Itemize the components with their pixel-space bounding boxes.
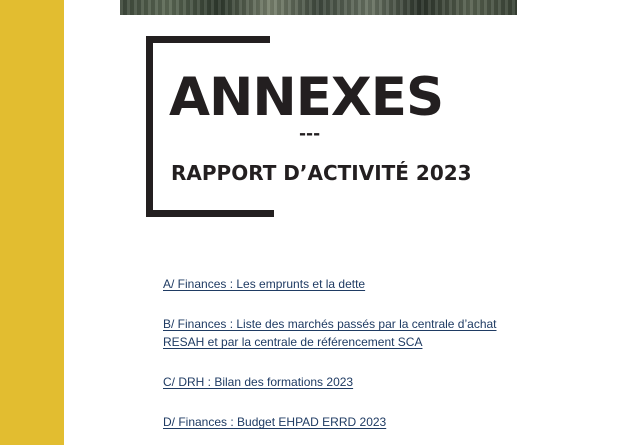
toc-link-finances-emprunts[interactable]: A/ Finances : Les emprunts et la dette — [163, 277, 366, 291]
decorative-side-band — [0, 0, 64, 445]
toc-link-finances-marches-continued[interactable]: RESAH et par la centrale de référencement SCA — [163, 335, 423, 349]
title-frame-left-bar — [146, 36, 153, 217]
title-frame-bottom-bar — [146, 210, 274, 217]
cover-photo-strip — [120, 0, 517, 15]
toc-link-finances-budget-ehpad[interactable]: D/ Finances : Budget EHPAD ERRD 2023 — [163, 415, 387, 429]
title-frame-top-bar — [146, 36, 270, 43]
title-separator: --- — [299, 124, 321, 144]
document-subtitle: RAPPORT D’ACTIVITÉ 2023 — [171, 161, 472, 185]
toc-link-drh-formations[interactable]: C/ DRH : Bilan des formations 2023 — [163, 375, 354, 389]
document-title: ANNEXES — [169, 67, 444, 128]
toc-link-finances-marches[interactable]: B/ Finances : Liste des marchés passés par la centrale d’achat — [163, 317, 497, 331]
